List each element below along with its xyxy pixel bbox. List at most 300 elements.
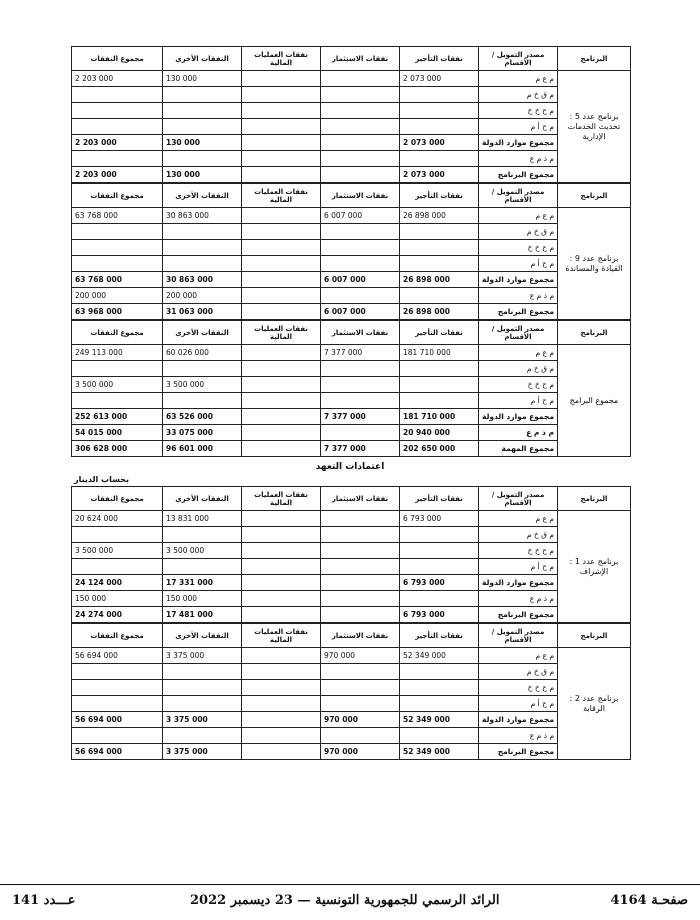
funding-source: م ق خ م — [479, 527, 558, 543]
other-expenses-cell: 3 375 000 — [163, 744, 242, 760]
rental-expenses-cell: 2 073 000 — [400, 71, 479, 87]
table-row — [72, 543, 631, 559]
other-expenses-cell — [163, 256, 242, 272]
financial-operations-expenses-cell — [242, 119, 321, 135]
total-expenses-cell: 2 203 000 — [72, 167, 163, 183]
table-row — [72, 272, 631, 288]
financial-operations-expenses-cell — [242, 167, 321, 183]
total-expenses-cell — [72, 696, 163, 712]
investment-expenses-cell — [321, 425, 400, 441]
investment-expenses-cell: 6 007 000 — [321, 208, 400, 224]
financial-operations-expenses-cell — [242, 511, 321, 527]
other-expenses-cell: 63 526 000 — [163, 409, 242, 425]
table-row — [72, 664, 631, 680]
other-expenses-cell: 17 481 000 — [163, 607, 242, 623]
investment-expenses-cell — [321, 591, 400, 607]
rental-expenses-cell — [400, 119, 479, 135]
total-expenses-cell — [72, 664, 163, 680]
rental-expenses-cell: 202 650 000 — [400, 441, 479, 457]
financial-operations-expenses-cell — [242, 151, 321, 167]
rental-expenses-cell: 6 793 000 — [400, 607, 479, 623]
column-header: البرنامج — [558, 184, 631, 208]
total-expenses-cell — [72, 728, 163, 744]
investment-expenses-cell — [321, 103, 400, 119]
other-expenses-cell — [163, 696, 242, 712]
investment-expenses-cell: 970 000 — [321, 648, 400, 664]
other-expenses-cell: 60 026 000 — [163, 345, 242, 361]
column-header: مجموع النفقات — [72, 321, 163, 345]
financial-operations-expenses-cell — [242, 240, 321, 256]
financial-operations-expenses-cell — [242, 425, 321, 441]
total-expenses-cell: 56 694 000 — [72, 648, 163, 664]
total-expenses-cell — [72, 151, 163, 167]
investment-expenses-cell — [321, 543, 400, 559]
funding-source: مجموع البرنامج — [479, 744, 558, 760]
table-row — [72, 728, 631, 744]
column-header: نفقات العمليات المالية — [242, 47, 321, 71]
column-header: نفقات التأجير — [400, 321, 479, 345]
financial-operations-expenses-cell — [242, 135, 321, 151]
programme-name: مجموع البرامج — [558, 345, 631, 457]
column-header: نفقات الاستثمار — [321, 47, 400, 71]
investment-expenses-cell — [321, 224, 400, 240]
section-title: اعتمادات التعهد — [315, 462, 385, 472]
total-expenses-cell: 2 203 000 — [72, 71, 163, 87]
column-header: النفقات الأخرى — [163, 487, 242, 511]
financial-operations-expenses-cell — [242, 208, 321, 224]
investment-expenses-cell: 7 377 000 — [321, 441, 400, 457]
funding-source: مجموع موارد الدولة — [479, 575, 558, 591]
table-row — [72, 256, 631, 272]
total-expenses-cell — [72, 559, 163, 575]
rental-expenses-cell: 2 073 000 — [400, 167, 479, 183]
financial-operations-expenses-cell — [242, 575, 321, 591]
other-expenses-cell: 130 000 — [163, 167, 242, 183]
funding-source: م ق خ م — [479, 361, 558, 377]
other-expenses-cell — [163, 224, 242, 240]
table-row — [72, 591, 631, 607]
investment-expenses-cell — [321, 728, 400, 744]
programme-name: برنامج عدد 1 : الإشراف — [558, 511, 631, 623]
total-expenses-cell — [72, 224, 163, 240]
header-row — [72, 321, 631, 345]
column-header: مجموع النفقات — [72, 487, 163, 511]
total-expenses-cell: 63 968 000 — [72, 304, 163, 320]
financial-operations-expenses-cell — [242, 664, 321, 680]
investment-expenses-cell — [321, 664, 400, 680]
rental-expenses-cell — [400, 87, 479, 103]
other-expenses-cell: 3 375 000 — [163, 712, 242, 728]
financial-operations-expenses-cell — [242, 607, 321, 623]
investment-expenses-cell — [321, 575, 400, 591]
funding-source: م ح خ خ — [479, 680, 558, 696]
table-row — [72, 71, 631, 87]
total-expenses-cell: 56 694 000 — [72, 712, 163, 728]
programme-name: برنامج عدد 2 : الرقابة — [558, 648, 631, 760]
rental-expenses-cell: 52 349 000 — [400, 744, 479, 760]
funding-source: م ح خ خ — [479, 240, 558, 256]
table-row — [72, 304, 631, 320]
investment-expenses-cell: 970 000 — [321, 744, 400, 760]
table-row — [72, 135, 631, 151]
rental-expenses-cell: 26 898 000 — [400, 272, 479, 288]
investment-expenses-cell — [321, 559, 400, 575]
rental-expenses-cell — [400, 527, 479, 543]
rental-expenses-cell: 52 349 000 — [400, 712, 479, 728]
total-expenses-cell — [72, 87, 163, 103]
rental-expenses-cell: 2 073 000 — [400, 135, 479, 151]
column-header: نفقات العمليات المالية — [242, 184, 321, 208]
financial-operations-expenses-cell — [242, 361, 321, 377]
total-expenses-cell: 63 768 000 — [72, 272, 163, 288]
funding-source: م ذ م ع — [479, 151, 558, 167]
rental-expenses-cell — [400, 224, 479, 240]
table-row — [72, 224, 631, 240]
other-expenses-cell — [163, 240, 242, 256]
column-header: مجموع النفقات — [72, 624, 163, 648]
other-expenses-cell — [163, 151, 242, 167]
other-expenses-cell: 30 863 000 — [163, 208, 242, 224]
column-header: نفقات الاستثمار — [321, 321, 400, 345]
funding-source: مجموع المهمة — [479, 441, 558, 457]
financial-operations-expenses-cell — [242, 103, 321, 119]
budget-table-programmes-total — [71, 320, 631, 457]
funding-source: مجموع موارد الدولة — [479, 135, 558, 151]
other-expenses-cell: 130 000 — [163, 135, 242, 151]
total-expenses-cell: 63 768 000 — [72, 208, 163, 224]
other-expenses-cell — [163, 728, 242, 744]
other-expenses-cell — [163, 103, 242, 119]
rental-expenses-cell — [400, 151, 479, 167]
funding-source: مجموع البرنامج — [479, 607, 558, 623]
column-header: مصدر التمويل / الأقسام — [479, 47, 558, 71]
investment-expenses-cell — [321, 377, 400, 393]
table-row — [72, 167, 631, 183]
header-row — [72, 487, 631, 511]
funding-source: م ذ م ع — [479, 728, 558, 744]
other-expenses-cell: 3 500 000 — [163, 543, 242, 559]
table-row — [72, 151, 631, 167]
total-expenses-cell: 306 628 000 — [72, 441, 163, 457]
column-header: مجموع النفقات — [72, 47, 163, 71]
table-row — [72, 119, 631, 135]
investment-expenses-cell — [321, 361, 400, 377]
other-expenses-cell — [163, 361, 242, 377]
rental-expenses-cell: 6 793 000 — [400, 511, 479, 527]
column-header: نفقات التأجير — [400, 624, 479, 648]
column-header: مصدر التمويل / الأقسام — [479, 624, 558, 648]
column-header: البرنامج — [558, 47, 631, 71]
issue-number: عـــدد 141 — [12, 893, 76, 908]
column-header: البرنامج — [558, 487, 631, 511]
investment-expenses-cell — [321, 288, 400, 304]
page-number: صفحـة 4164 — [610, 893, 688, 908]
table-row — [72, 240, 631, 256]
rental-expenses-cell: 6 793 000 — [400, 575, 479, 591]
funding-source: م ق خ م — [479, 87, 558, 103]
total-expenses-cell: 2 203 000 — [72, 135, 163, 151]
column-header: البرنامج — [558, 624, 631, 648]
table-row — [72, 680, 631, 696]
investment-expenses-cell — [321, 680, 400, 696]
financial-operations-expenses-cell — [242, 696, 321, 712]
table-row — [72, 441, 631, 457]
other-expenses-cell: 33 075 000 — [163, 425, 242, 441]
table-row — [72, 527, 631, 543]
header-row — [72, 184, 631, 208]
funding-source: م ع م — [479, 345, 558, 361]
other-expenses-cell: 30 863 000 — [163, 272, 242, 288]
funding-source: م ح أ م — [479, 696, 558, 712]
programme-name: برنامج عدد 5 : تحديث الخدمات الإدارية — [558, 71, 631, 183]
footer-rule — [0, 884, 700, 885]
investment-expenses-cell: 970 000 — [321, 712, 400, 728]
investment-expenses-cell — [321, 527, 400, 543]
header-row — [72, 624, 631, 648]
financial-operations-expenses-cell — [242, 543, 321, 559]
programme-name: برنامج عدد 9 : القيادة والمساندة — [558, 208, 631, 320]
budget-table-programme-1 — [71, 486, 631, 623]
financial-operations-expenses-cell — [242, 648, 321, 664]
funding-source: م ع م — [479, 511, 558, 527]
table-row — [72, 696, 631, 712]
table-row — [72, 575, 631, 591]
funding-source: م ع م — [479, 648, 558, 664]
total-expenses-cell: 200 000 — [72, 288, 163, 304]
rental-expenses-cell: 181 710 000 — [400, 409, 479, 425]
column-header: نفقات التأجير — [400, 487, 479, 511]
table-row — [72, 208, 631, 224]
header-row — [72, 47, 631, 71]
total-expenses-cell: 24 124 000 — [72, 575, 163, 591]
rental-expenses-cell — [400, 288, 479, 304]
total-expenses-cell: 56 694 000 — [72, 744, 163, 760]
investment-expenses-cell — [321, 119, 400, 135]
rental-expenses-cell — [400, 696, 479, 712]
other-expenses-cell — [163, 664, 242, 680]
funding-source: م ح أ م — [479, 393, 558, 409]
column-header: نفقات التأجير — [400, 184, 479, 208]
rental-expenses-cell: 181 710 000 — [400, 345, 479, 361]
column-header: مصدر التمويل / الأقسام — [479, 321, 558, 345]
funding-source: م ع م — [479, 71, 558, 87]
table-row — [72, 377, 631, 393]
other-expenses-cell: 3 375 000 — [163, 648, 242, 664]
total-expenses-cell — [72, 393, 163, 409]
funding-source: م ح أ م — [479, 559, 558, 575]
financial-operations-expenses-cell — [242, 591, 321, 607]
other-expenses-cell — [163, 559, 242, 575]
table-row — [72, 648, 631, 664]
other-expenses-cell — [163, 393, 242, 409]
financial-operations-expenses-cell — [242, 345, 321, 361]
investment-expenses-cell — [321, 151, 400, 167]
table-row — [72, 409, 631, 425]
total-expenses-cell — [72, 103, 163, 119]
financial-operations-expenses-cell — [242, 272, 321, 288]
investment-expenses-cell — [321, 87, 400, 103]
column-header: نفقات التأجير — [400, 47, 479, 71]
funding-source: مجموع البرنامج — [479, 167, 558, 183]
financial-operations-expenses-cell — [242, 288, 321, 304]
total-expenses-cell — [72, 361, 163, 377]
investment-expenses-cell: 7 377 000 — [321, 345, 400, 361]
rental-expenses-cell — [400, 680, 479, 696]
investment-expenses-cell: 6 007 000 — [321, 304, 400, 320]
other-expenses-cell: 200 000 — [163, 288, 242, 304]
funding-source: م ح أ م — [479, 256, 558, 272]
other-expenses-cell: 17 331 000 — [163, 575, 242, 591]
funding-source: م ع م — [479, 208, 558, 224]
total-expenses-cell: 20 624 000 — [72, 511, 163, 527]
rental-expenses-cell: 26 898 000 — [400, 208, 479, 224]
rental-expenses-cell: 52 349 000 — [400, 648, 479, 664]
rental-expenses-cell — [400, 240, 479, 256]
table-row — [72, 712, 631, 728]
column-header: مجموع النفقات — [72, 184, 163, 208]
journal-title: الرائد الرسمي للجمهورية التونسية — 23 ديسمبر 2022 — [190, 893, 500, 908]
rental-expenses-cell — [400, 728, 479, 744]
financial-operations-expenses-cell — [242, 680, 321, 696]
investment-expenses-cell — [321, 696, 400, 712]
budget-table-programme-9 — [71, 183, 631, 320]
rental-expenses-cell — [400, 256, 479, 272]
other-expenses-cell: 3 500 000 — [163, 377, 242, 393]
funding-source: م ح أ م — [479, 119, 558, 135]
table-row — [72, 288, 631, 304]
total-expenses-cell: 150 000 — [72, 591, 163, 607]
financial-operations-expenses-cell — [242, 256, 321, 272]
investment-expenses-cell — [321, 135, 400, 151]
table-row — [72, 425, 631, 441]
rental-expenses-cell: 20 940 000 — [400, 425, 479, 441]
table-row — [72, 559, 631, 575]
rental-expenses-cell — [400, 393, 479, 409]
investment-expenses-cell — [321, 256, 400, 272]
table-row — [72, 511, 631, 527]
table-row — [72, 607, 631, 623]
rental-expenses-cell — [400, 664, 479, 680]
other-expenses-cell: 96 601 000 — [163, 441, 242, 457]
funding-source: م ح خ خ — [479, 543, 558, 559]
total-expenses-cell: 3 500 000 — [72, 377, 163, 393]
investment-expenses-cell — [321, 167, 400, 183]
total-expenses-cell — [72, 256, 163, 272]
table-row — [72, 361, 631, 377]
funding-source: م ق خ م — [479, 224, 558, 240]
total-expenses-cell — [72, 119, 163, 135]
other-expenses-cell: 130 000 — [163, 71, 242, 87]
budget-table-programme-2 — [71, 623, 631, 760]
financial-operations-expenses-cell — [242, 393, 321, 409]
funding-source: م ق خ م — [479, 664, 558, 680]
other-expenses-cell — [163, 87, 242, 103]
total-expenses-cell — [72, 240, 163, 256]
other-expenses-cell: 13 831 000 — [163, 511, 242, 527]
unit-label: بحساب الدينار — [74, 475, 129, 484]
column-header: نفقات الاستثمار — [321, 487, 400, 511]
investment-expenses-cell — [321, 511, 400, 527]
funding-source: مجموع موارد الدولة — [479, 712, 558, 728]
financial-operations-expenses-cell — [242, 224, 321, 240]
column-header: البرنامج — [558, 321, 631, 345]
financial-operations-expenses-cell — [242, 728, 321, 744]
budget-table-programme-5 — [71, 46, 631, 183]
financial-operations-expenses-cell — [242, 377, 321, 393]
rental-expenses-cell — [400, 103, 479, 119]
other-expenses-cell: 31 063 000 — [163, 304, 242, 320]
funding-source: مجموع البرنامج — [479, 304, 558, 320]
other-expenses-cell: 150 000 — [163, 591, 242, 607]
rental-expenses-cell: 26 898 000 — [400, 304, 479, 320]
table-row — [72, 393, 631, 409]
table-row — [72, 103, 631, 119]
column-header: النفقات الأخرى — [163, 47, 242, 71]
financial-operations-expenses-cell — [242, 71, 321, 87]
rental-expenses-cell — [400, 361, 479, 377]
other-expenses-cell — [163, 527, 242, 543]
financial-operations-expenses-cell — [242, 441, 321, 457]
column-header: النفقات الأخرى — [163, 321, 242, 345]
financial-operations-expenses-cell — [242, 559, 321, 575]
total-expenses-cell: 252 613 000 — [72, 409, 163, 425]
rental-expenses-cell — [400, 543, 479, 559]
investment-expenses-cell — [321, 240, 400, 256]
total-expenses-cell: 249 113 000 — [72, 345, 163, 361]
total-expenses-cell: 24 274 000 — [72, 607, 163, 623]
rental-expenses-cell — [400, 377, 479, 393]
other-expenses-cell — [163, 680, 242, 696]
column-header: نفقات الاستثمار — [321, 184, 400, 208]
financial-operations-expenses-cell — [242, 527, 321, 543]
table-row — [72, 345, 631, 361]
table-row — [72, 87, 631, 103]
column-header: النفقات الأخرى — [163, 624, 242, 648]
column-header: نفقات الاستثمار — [321, 624, 400, 648]
financial-operations-expenses-cell — [242, 712, 321, 728]
other-expenses-cell — [163, 119, 242, 135]
investment-expenses-cell: 7 377 000 — [321, 409, 400, 425]
investment-expenses-cell: 6 007 000 — [321, 272, 400, 288]
column-header: نفقات العمليات المالية — [242, 624, 321, 648]
financial-operations-expenses-cell — [242, 304, 321, 320]
financial-operations-expenses-cell — [242, 744, 321, 760]
funding-source: م ذ م ع — [479, 288, 558, 304]
funding-source: مجموع موارد الدولة — [479, 409, 558, 425]
column-header: مصدر التمويل / الأقسام — [479, 487, 558, 511]
funding-source: م ذ م ع — [479, 591, 558, 607]
column-header: مصدر التمويل / الأقسام — [479, 184, 558, 208]
investment-expenses-cell — [321, 607, 400, 623]
total-expenses-cell — [72, 527, 163, 543]
column-header: نفقات العمليات المالية — [242, 487, 321, 511]
funding-source: مجموع موارد الدولة — [479, 272, 558, 288]
investment-expenses-cell — [321, 393, 400, 409]
funding-source: م ذ م ع — [479, 425, 558, 441]
funding-source: م ح خ خ — [479, 103, 558, 119]
rental-expenses-cell — [400, 559, 479, 575]
total-expenses-cell: 54 015 000 — [72, 425, 163, 441]
column-header: النفقات الأخرى — [163, 184, 242, 208]
column-header: نفقات العمليات المالية — [242, 321, 321, 345]
financial-operations-expenses-cell — [242, 87, 321, 103]
total-expenses-cell — [72, 680, 163, 696]
funding-source: م ح خ خ — [479, 377, 558, 393]
total-expenses-cell: 3 500 000 — [72, 543, 163, 559]
financial-operations-expenses-cell — [242, 409, 321, 425]
rental-expenses-cell — [400, 591, 479, 607]
table-row — [72, 744, 631, 760]
